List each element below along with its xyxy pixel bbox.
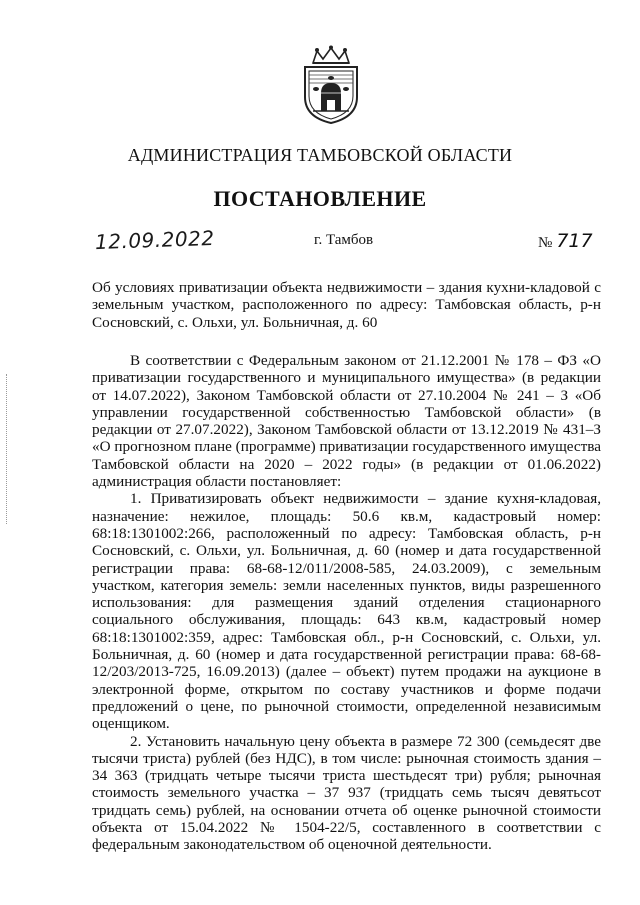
document-subject: Об условиях приватизации объекта недвижимости – здания кухни-кладовой с земельным участком, расположенного по адресу: Тамбовская область, р-н Сосновский, с. Ольхи, ул. Больничная, д. 60: [92, 279, 601, 331]
organization-name: АДМИНИСТРАЦИЯ ТАМБОВСКОЙ ОБЛАСТИ: [127, 145, 513, 165]
margin-mark: [6, 374, 9, 524]
coat-of-arms-icon: [299, 45, 363, 125]
body-paragraph: В соответствии с Федеральным законом от 21.12.2001 № 178 – ФЗ «О приватизации государственного и муниципального имущества» (в редакции от 14.07.2022), Законом Тамбовской области от 27.10.2004 № 241 – З «Об управлении государственной собственностью Тамбовской области» (в редакции от 27.07.2022), Законом Тамбовской области от 13.12.2019 № 431–З «О прогнозном плане (программе) приватизации государственного имущества Тамбовской области на 2020 – 2022 годы» (в редакции от 01.06.2022) администрация области постановляет:: [92, 352, 601, 491]
document-body: [92, 352, 601, 854]
document-city: г. Тамбов: [314, 232, 374, 248]
document-number: [538, 230, 593, 252]
document-type: ПОСТАНОВЛЕНИЕ: [213, 186, 427, 211]
body-paragraph: 2. Установить начальную цену объекта в размере 72 300 (семьдесят две тысячи триста) рублей (без НДС), в том числе: рыночная стоимость здания – 34 363 (тридцать четыре тысячи триста шестьдесят три) рубля; рыночная стоимость земельного участка – 37 937 (тридцать семь тысяч девятьсот тридцать семь) рублей, на основании отчета об оценке рыночной стоимости объекта от 15.04.2022 № 1504-22/5, составленного в соответствии с федеральным законодательством об оценочной деятельности.: [92, 732, 601, 854]
document-date: 12.09.2022: [94, 225, 215, 255]
number-value: 717: [556, 230, 593, 252]
body-paragraph: 1. Приватизировать объект недвижимости – здание кухня-кладовая, назначение: нежилое, площадь: 50.6 кв.м, кадастровый номер: 68:18:1301002:266, расположенный по адресу: Тамбовская область, р-н Сосновский, с. Ольхи, ул. Больничная, д. 60 (номер и дата государственной регистрации права: 68-68-12/011/2008-585, 24.03.2009), с земельным участком, категория земель: земли населенных пунктов, виды разрешенного использования: для размещения зданий отделения стационарного социального обслуживания, площадь: 643 кв.м, кадастровый номер 68:18:1301002:359, адрес: Тамбовская обл., р-н Сосновский, с. Ольхи, ул. Больничная, д. 60 (номер и дата государственной регистрации права: 68-68-12/203/2013-725, 16.09.2013) (далее – объект) путем продажи на аукционе в электронной форме, открытом по составу участников и форме подачи предложений о цене, по рыночной стоимости, определенной независимым оценщиком.: [92, 490, 601, 733]
number-label: №: [538, 235, 553, 251]
